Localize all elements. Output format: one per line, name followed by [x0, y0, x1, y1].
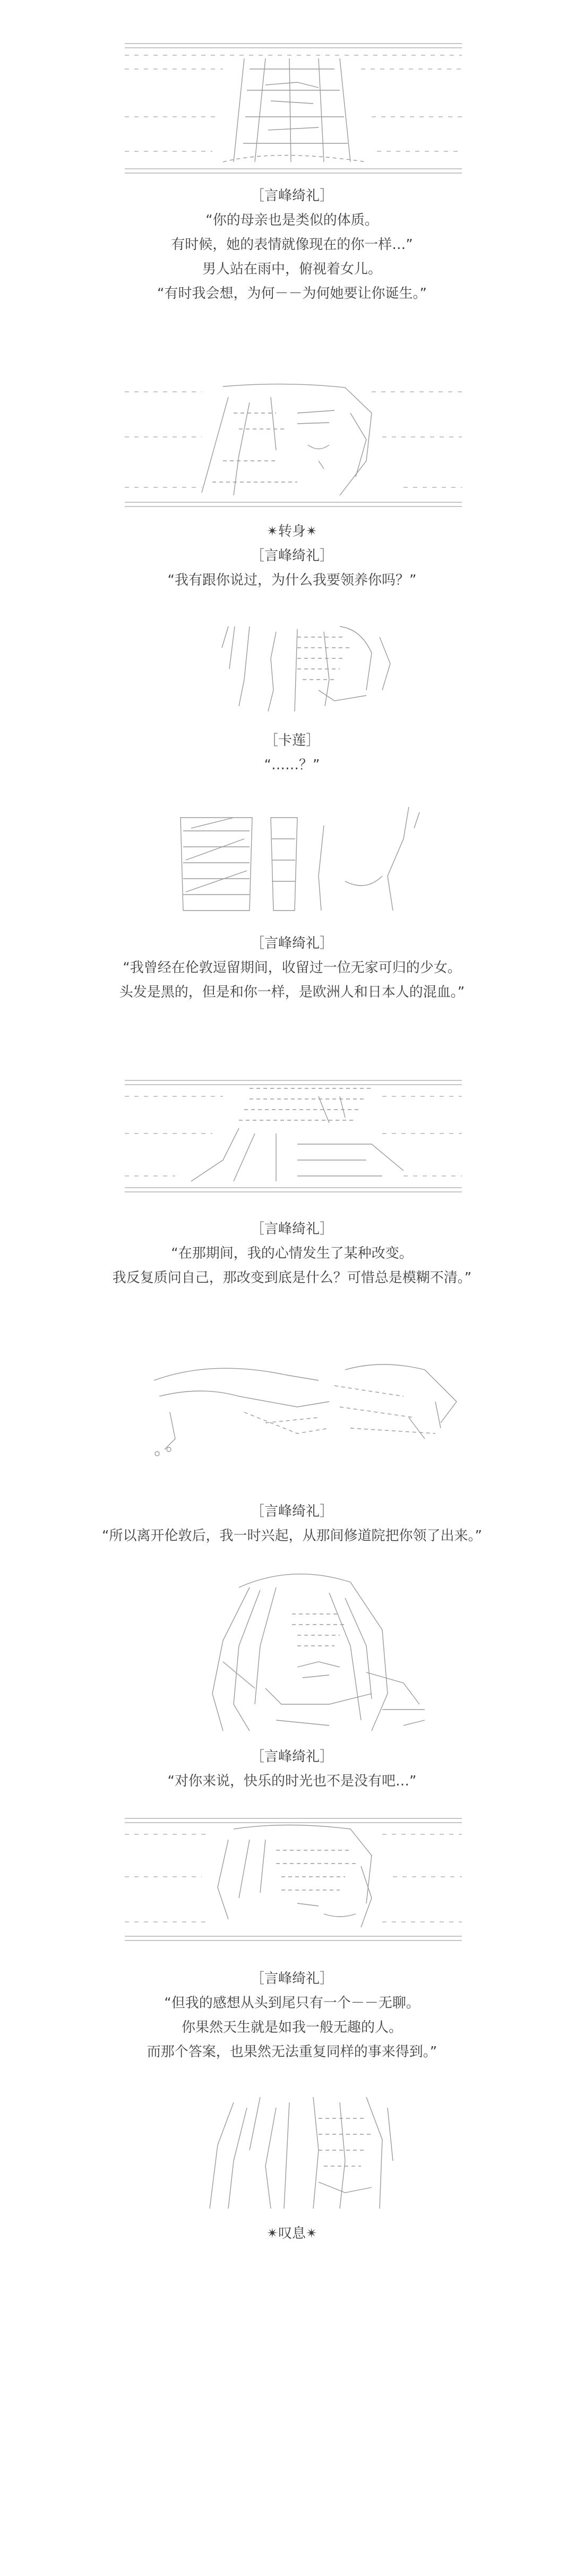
art-panel-face: [0, 381, 584, 514]
speaker-label: ［言峰绮礼］: [250, 1504, 333, 1519]
ascii-art-close-face: [0, 1813, 584, 1946]
art-panel-close-face: [0, 1813, 584, 1946]
dialogue-line: 我反复质问自己，那改变到底是什么？可惜总是模糊不清。”: [112, 1270, 472, 1286]
art-panel-stripes: [0, 807, 584, 913]
dialogue-line: “在那期间，我的心情发生了某种改变。: [171, 1246, 413, 1261]
action-label: ✴叹息✴: [267, 2226, 317, 2242]
ascii-art-face: [0, 381, 584, 514]
speaker-label: ［言峰绮礼］: [250, 548, 333, 564]
speaker-label: ［言峰绮礼］: [250, 935, 333, 951]
art-panel-long-hair: [0, 1566, 584, 1736]
action-label: ✴转身✴: [267, 523, 317, 539]
art-panel-girl: [0, 616, 584, 722]
ascii-art-hands: [0, 1349, 584, 1460]
dialogue-line: “你的母亲也是类似的体质。: [205, 212, 379, 228]
speaker-label: ［言峰绮礼］: [250, 1971, 333, 1987]
art-panel-reclining: [0, 1075, 584, 1197]
ascii-art-long-hair: [0, 1566, 584, 1736]
dialogue-line: 而那个答案，也果然无法重复同样的事来得到。”: [147, 2044, 437, 2060]
art-panel-hands: [0, 1349, 584, 1460]
ascii-art-stripes: [0, 807, 584, 913]
dialogue-line: “所以离开伦敦后，我一时兴起，从那间修道院把你领了出来。”: [102, 1528, 482, 1544]
speaker-label: ［言峰绮礼］: [250, 1749, 333, 1765]
ascii-art-rain-figure: [0, 37, 584, 181]
speaker-label: ［卡莲］: [264, 733, 320, 749]
ascii-art-girl: [0, 616, 584, 722]
art-panel-rain-figure: [0, 37, 584, 181]
dialogue-line: “我有跟你说过，为什么我要领养你吗？”: [167, 572, 417, 588]
dialogue-line: 有时候，她的表情就像现在的你一样…”: [171, 237, 413, 253]
dialogue-line: “有时我会想，为何－－为何她要让你诞生。”: [157, 286, 427, 302]
speaker-label: ［言峰绮礼］: [250, 188, 333, 204]
ascii-art-final-figure: [0, 2086, 584, 2214]
dialogue-line: 你果然天生就是如我一般无趣的人。: [181, 2020, 402, 2036]
dialogue-line: “对你来说，快乐的时光也不是没有吧…”: [167, 1773, 417, 1789]
dialogue-line: 头发是黑的，但是和你一样，是欧洲人和日本人的混血。”: [119, 984, 465, 1000]
speaker-label: ［言峰绮礼］: [250, 1221, 333, 1237]
dialogue-line: “……？”: [264, 757, 320, 773]
ascii-art-reclining: [0, 1075, 584, 1197]
art-panel-final-figure: [0, 2086, 584, 2214]
narration-line: 男人站在雨中，俯视着女儿。: [202, 261, 382, 277]
dialogue-line: “我曾经在伦敦逗留期间，收留过一位无家可归的少女。: [123, 960, 461, 976]
dialogue-line: “但我的感想从头到尾只有一个－－无聊。: [164, 1995, 420, 2011]
